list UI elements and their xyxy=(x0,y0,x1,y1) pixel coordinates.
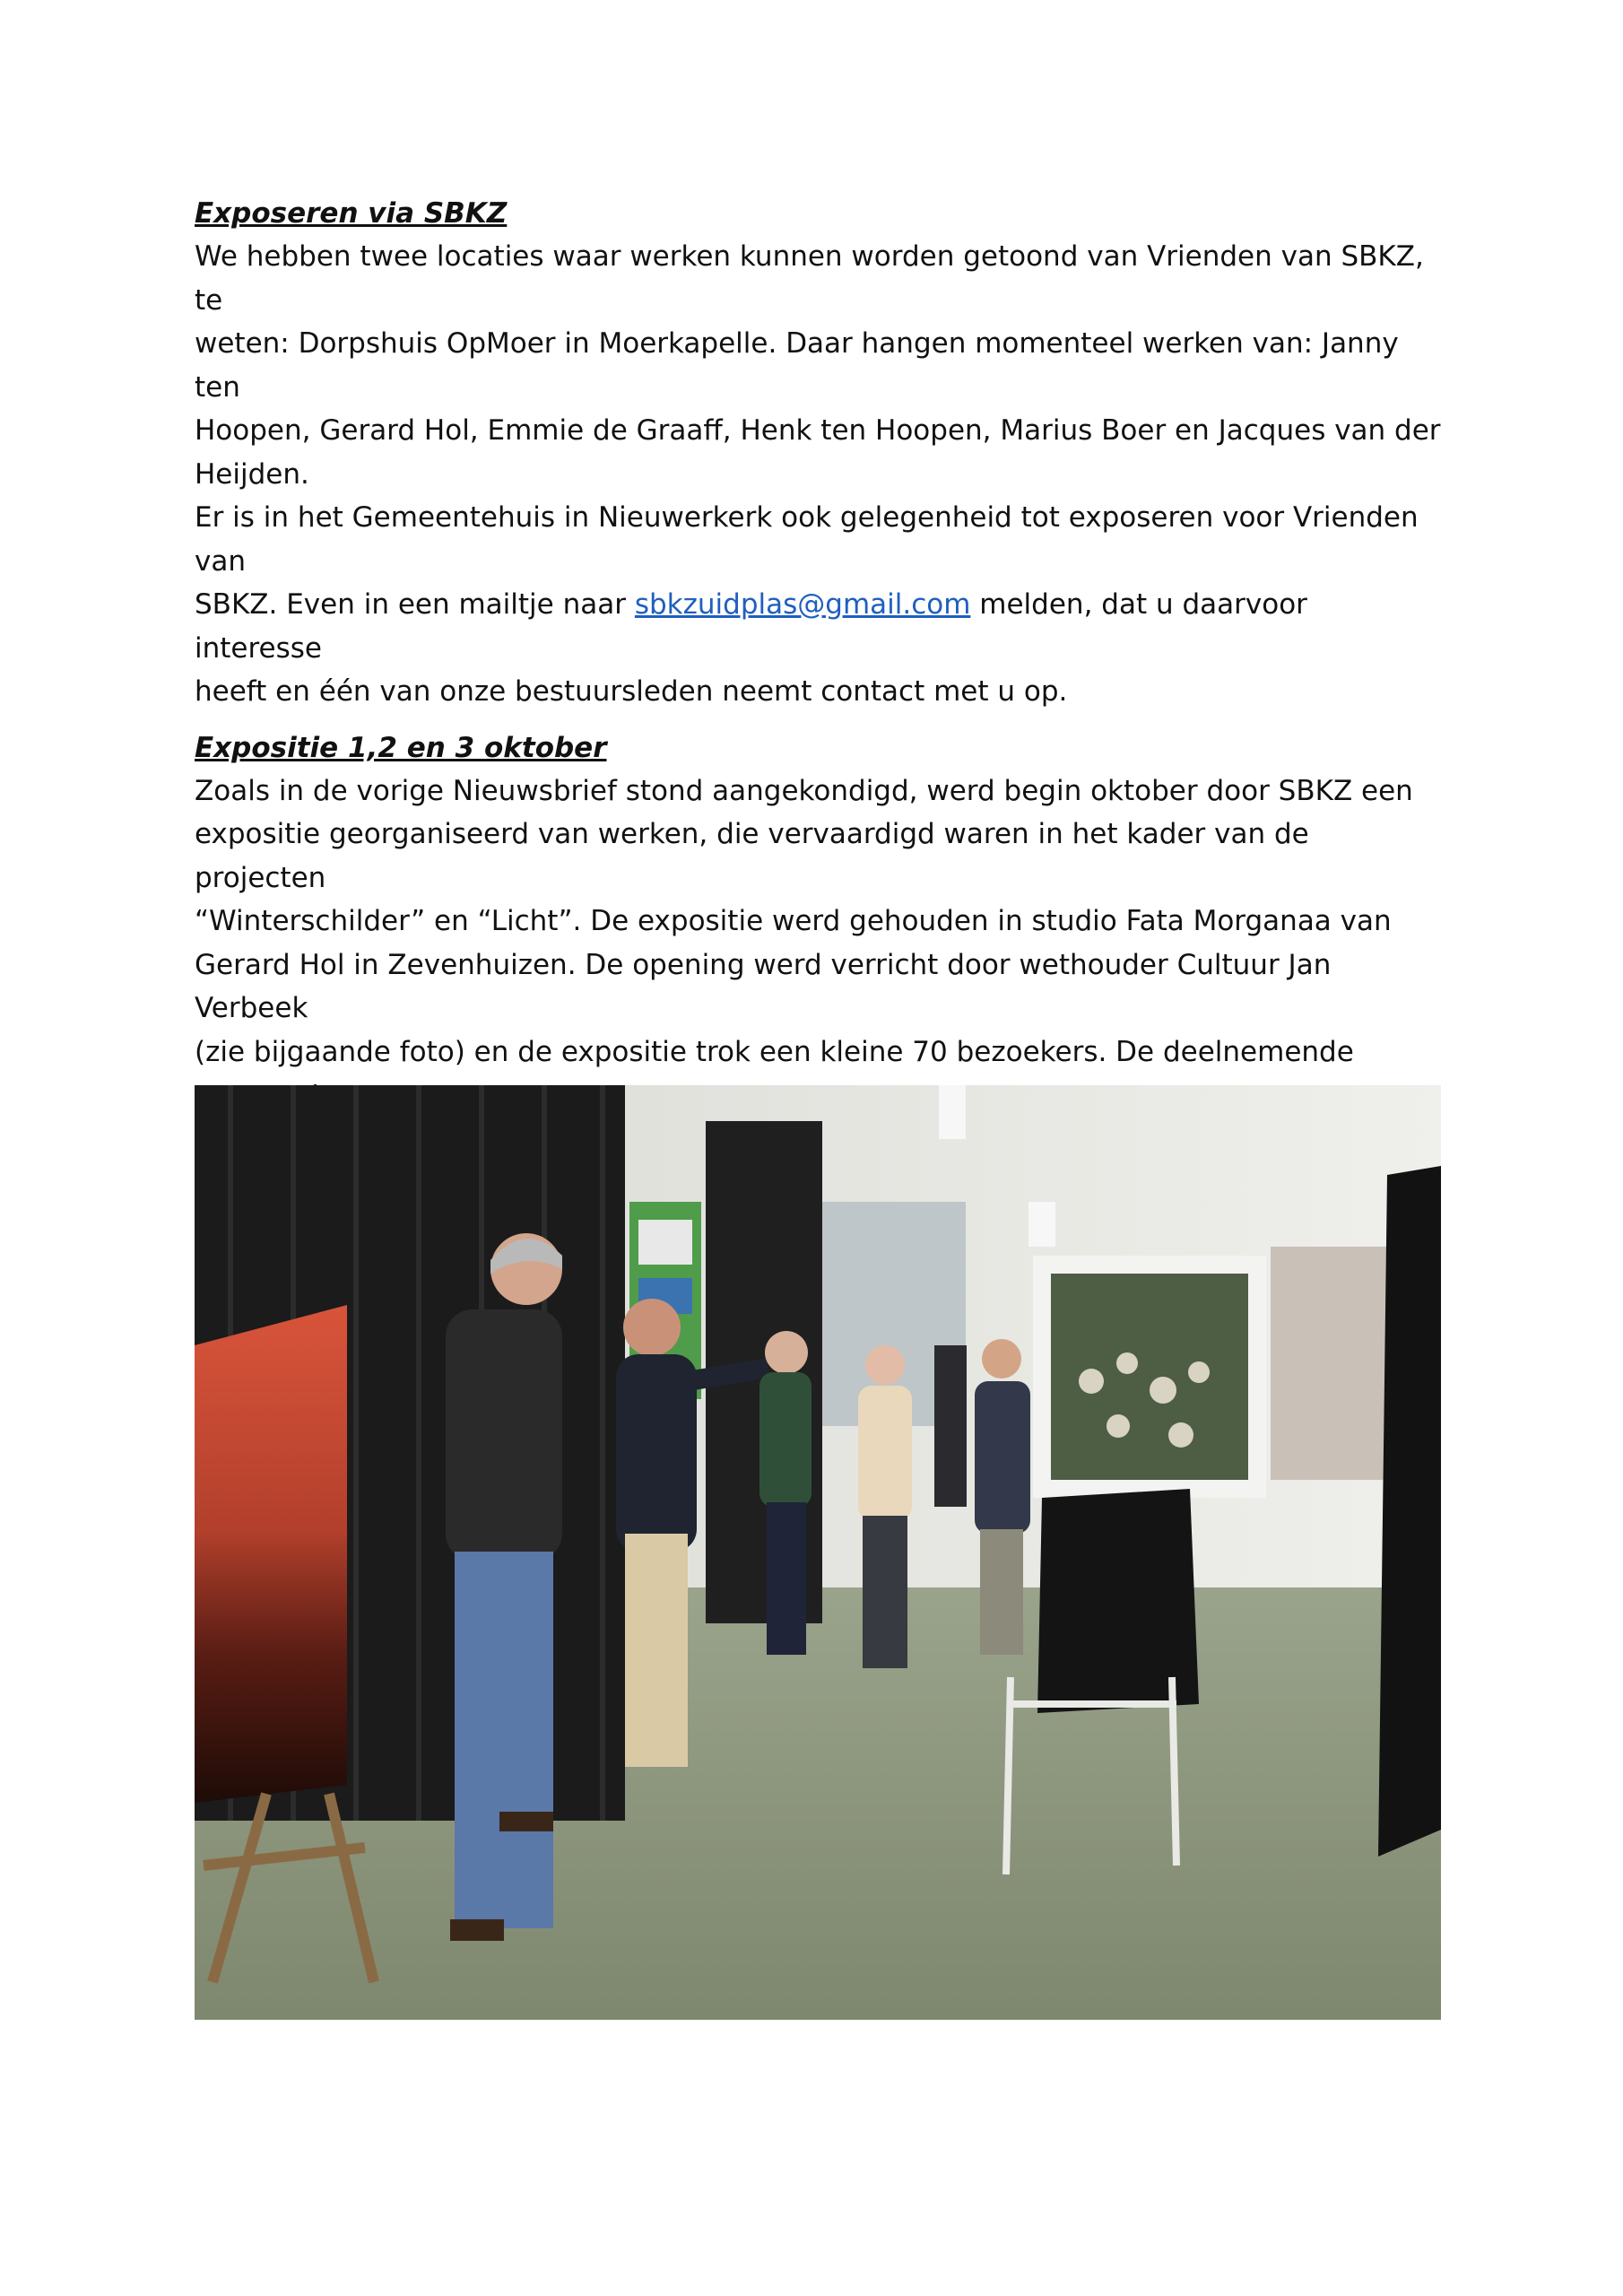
paragraph-line-with-email xyxy=(195,583,1441,670)
paragraph-line: “Winterschilder” en “Licht”. De expositie werd gehouden in studio Fata Morganaa van xyxy=(195,905,1392,937)
paragraph-line: Hoopen, Gerard Hol, Emmie de Graaff, Henk ten Hoopen, Marius Boer en Jacques van der xyxy=(195,414,1441,447)
paragraph-line: (zie bijgaande foto) en de expositie trok een kleine 70 bezoekers. De deelnemende xyxy=(195,1035,1354,1068)
paragraph-line: expositie georganiseerd van werken, die vervaardigd waren in het kader van de projecten xyxy=(195,818,1309,894)
section-exposeren xyxy=(195,192,1441,714)
paragraph-line: Heijden. xyxy=(195,457,309,491)
section-heading: Expositie 1,2 en 3 oktober xyxy=(195,731,607,764)
paragraph-line: We hebben twee locaties waar werken kunnen worden getoond van Vrienden van SBKZ, te xyxy=(195,240,1424,317)
paragraph-line: heeft en één van onze bestuursleden neemt contact met u op. xyxy=(195,675,1068,708)
email-link[interactable]: sbkzuidplas@gmail.com xyxy=(634,588,971,621)
paragraph-line: weten: Dorpshuis OpMoer in Moerkapelle. Daar hangen momenteel werken van: Janny ten xyxy=(195,327,1399,404)
exhibition-photo xyxy=(195,1085,1441,2020)
paragraph-line: Zoals in de vorige Nieuwsbrief stond aangekondigd, werd begin oktober door SBKZ een xyxy=(195,774,1413,807)
section-heading: Exposeren via SBKZ xyxy=(195,197,508,230)
text-fragment: melden, dat u daarvoor interesse xyxy=(195,588,1307,665)
paragraph-line: Er is in het Gemeentehuis in Nieuwerkerk ook gelegenheid tot exposeren voor Vrienden van xyxy=(195,501,1419,578)
paragraph-line: Gerard Hol in Zevenhuizen. De opening werd verricht door wethouder Cultuur Jan Verbeek xyxy=(195,948,1332,1024)
text-fragment: SBKZ. Even in een mailtje naar xyxy=(195,588,635,621)
